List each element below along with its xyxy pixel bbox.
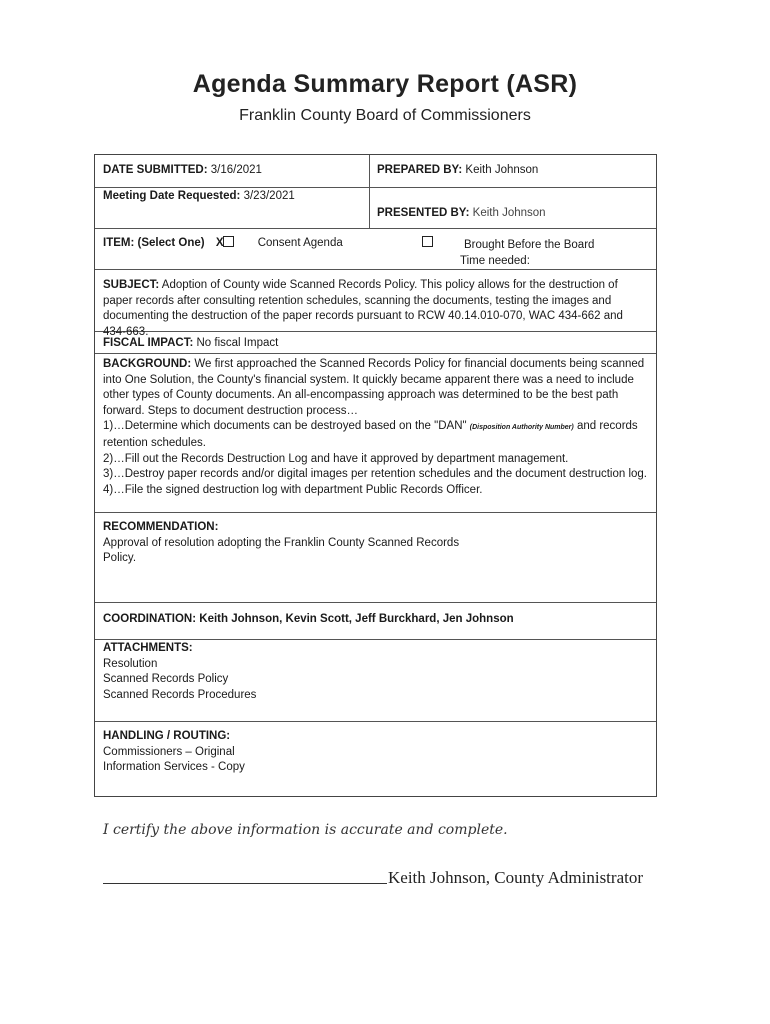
meeting-date-field xyxy=(103,189,295,205)
attachment-item: Scanned Records Procedures xyxy=(103,688,257,701)
background-text: We first approached the Scanned Records Policy for financial documents being scanned into One Solution, the County's financial system. It quickly became apparent there was a need to include other types of County documents. An all-encompassing approach was determined to be the best path forward. Steps to document destruction process… xyxy=(103,358,645,417)
brought-before-board-checkbox-wrap xyxy=(422,236,433,252)
presented-by-label: PRESENTED BY: xyxy=(377,207,470,219)
step-1-text: 1)…Determine which documents can be destroyed based on the "DAN" xyxy=(103,420,467,433)
report-subtitle: Franklin County Board of Commissioners xyxy=(239,107,531,124)
prepared-by-value: Keith Johnson xyxy=(465,164,539,176)
item-label: ITEM: (Select One) xyxy=(103,237,205,249)
subject-label: SUBJECT: xyxy=(103,279,160,291)
fiscal-impact-label: FISCAL IMPACT: xyxy=(103,337,194,349)
prepared-by-label: PREPARED BY: xyxy=(377,164,463,176)
subject-section xyxy=(103,278,649,340)
signature-name: Keith Johnson, County Administrator xyxy=(388,868,643,887)
meeting-date-label: Meeting Date Requested: xyxy=(103,190,241,202)
handling-item: Commissioners – Original xyxy=(103,745,235,758)
subject-text: Adoption of County wide Scanned Records Policy. This policy allows for the destruction of paper records after consulting retention schedules, scanning the documents, testing the images and documenting the destruction of the paper records pursuant to RCW 40.14.010-070, WAC 434-662 and 434-663. xyxy=(103,279,623,338)
meeting-date-value: 3/23/2021 xyxy=(243,190,295,202)
presented-by-field xyxy=(377,206,546,222)
asr-form xyxy=(94,154,657,797)
background-section xyxy=(103,357,649,498)
step-4-text: 4)…File the signed destruction log with department Public Records Officer. xyxy=(103,483,483,496)
attachment-item: Scanned Records Policy xyxy=(103,673,229,686)
recommendation-label: RECOMMENDATION: xyxy=(103,521,219,533)
recommendation-section xyxy=(103,520,649,567)
brought-before-board-label: Brought Before the Board xyxy=(464,239,595,251)
divider xyxy=(95,512,656,513)
coordination-field xyxy=(103,612,514,628)
column-divider xyxy=(369,155,370,228)
background-label: BACKGROUND: xyxy=(103,358,192,370)
recommendation-line-1: Approval of resolution adopting the Franklin County Scanned Records xyxy=(103,536,460,549)
item-field xyxy=(103,236,343,252)
date-submitted-label: DATE SUBMITTED: xyxy=(103,164,208,176)
fiscal-impact-value: No fiscal Impact xyxy=(196,337,279,349)
handling-item: Information Services - Copy xyxy=(103,761,245,774)
divider xyxy=(95,639,656,640)
attachment-item: Resolution xyxy=(103,657,158,670)
presented-by-value: Keith Johnson xyxy=(472,207,546,219)
divider xyxy=(95,228,656,229)
step-1-continued: and records retention schedules. xyxy=(103,420,638,449)
time-needed-label: Time needed: xyxy=(460,255,530,267)
divider xyxy=(95,269,656,270)
handling-label: HANDLING / ROUTING: xyxy=(103,730,231,742)
item-x-mark: X xyxy=(215,237,224,249)
fiscal-impact-field xyxy=(103,336,278,352)
handling-section xyxy=(103,729,649,776)
dan-note: (Disposition Authority Number) xyxy=(469,424,574,432)
attachments-section xyxy=(103,641,649,703)
prepared-by-field xyxy=(377,163,538,179)
report-title: Agenda Summary Report (ASR) xyxy=(192,70,578,98)
divider xyxy=(95,721,656,722)
divider xyxy=(95,187,656,188)
certification-statement: I certify the above information is accurate and complete. xyxy=(103,822,508,838)
signature-line xyxy=(103,883,387,884)
date-submitted-field xyxy=(103,163,262,179)
attachments-label: ATTACHMENTS: xyxy=(103,642,193,654)
divider xyxy=(95,353,656,354)
recommendation-line-2: Policy. xyxy=(103,552,137,565)
step-2-text: 2)…Fill out the Records Destruction Log and have it approved by department management. xyxy=(103,452,569,465)
coordination-value: Keith Johnson, Kevin Scott, Jeff Burckhard, Jen Johnson xyxy=(199,613,514,625)
consent-agenda-label: Consent Agenda xyxy=(257,237,343,249)
date-submitted-value: 3/16/2021 xyxy=(210,164,262,176)
consent-agenda-checkbox[interactable] xyxy=(223,236,234,247)
brought-before-board-checkbox[interactable] xyxy=(422,236,433,247)
divider xyxy=(95,602,656,603)
step-3-text: 3)…Destroy paper records and/or digital images per retention schedules and the document destruction log. xyxy=(103,468,647,481)
coordination-label: COORDINATION: xyxy=(103,613,197,625)
